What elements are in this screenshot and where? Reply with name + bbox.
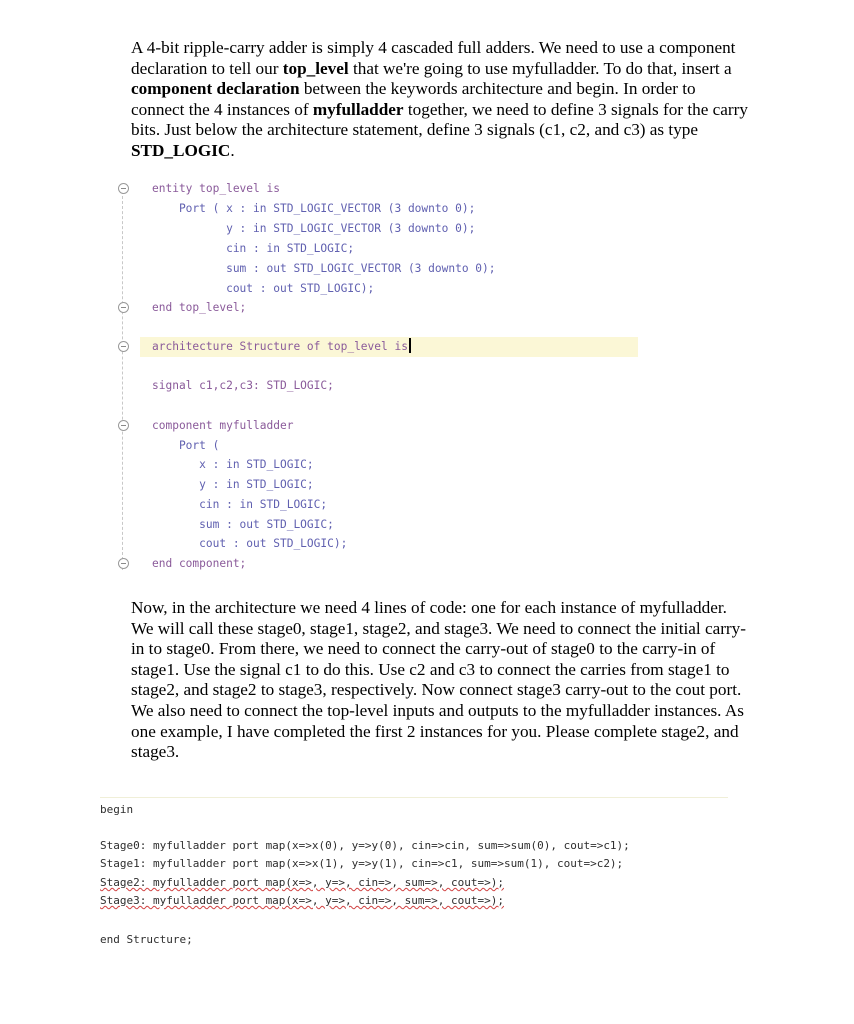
code-line-stage0: Stage0: myfulladder port map(x=>x(0), y=>y(0), cin=>cin, sum=>sum(0), cout=>c1); xyxy=(100,839,630,852)
instructions-paragraph: Now, in the architecture we need 4 lines of code: one for each instance of myfulladder. We will call these stage0, stage1, stage2, and stage3. We need to connect the initial carry-in to stage0. From there, we need to connect the carry-out of stage0 to the carry-in of stage1. Use the signal c1 to do this. Use c2 and c3 to connect the carries from stage1 to stage2, and stage2 to stage3, respectively. Now connect stage3 carry-out to the cout port. We also need to connect the top-level inputs and outputs to the myfulladder instances. As one example, I have completed the first 2 instances for you. Please complete stage2, and stage3. xyxy=(131,598,746,762)
code-line-stage2: Stage2: myfulladder port map(x=>, y=>, cin=>, sum=>, cout=>); xyxy=(100,876,504,889)
code-line-port-cout: cout : out STD_LOGIC); xyxy=(152,282,375,295)
intro-text-1: A 4-bit ripple-carry adder is simply 4 cascaded full adders. We need to use a component declaration to tell our xyxy=(131,38,736,78)
code-line-entity: entity top_level is xyxy=(152,182,280,195)
code-line-comp-cin: cin : in STD_LOGIC; xyxy=(152,498,328,511)
code-line-comp-y: y : in STD_LOGIC; xyxy=(152,478,314,491)
intro-bold-top-level: top_level xyxy=(282,58,349,78)
intro-paragraph xyxy=(131,38,751,162)
code-line-signal: signal c1,c2,c3: STD_LOGIC; xyxy=(152,379,334,392)
code-line-port-sum: sum : out STD_LOGIC_VECTOR (3 downto 0); xyxy=(152,262,496,275)
code-line-comp-x: x : in STD_LOGIC; xyxy=(152,458,314,471)
intro-text-2: that we're going to use myfulladder. To do that, insert a xyxy=(348,58,732,78)
code-line-comp-sum: sum : out STD_LOGIC; xyxy=(152,518,334,531)
fold-gutter xyxy=(122,186,123,570)
code-line-port-cin: cin : in STD_LOGIC; xyxy=(152,242,355,255)
code-line-architecture[interactable] xyxy=(152,337,411,357)
code-line-port-y: y : in STD_LOGIC_VECTOR (3 downto 0); xyxy=(152,222,476,235)
fold-collapse-icon[interactable] xyxy=(118,341,129,352)
code-line-stage1: Stage1: myfulladder port map(x=>x(1), y=>y(1), cin=>c1, sum=>sum(1), cout=>c2); xyxy=(100,857,624,870)
code-line-port-x: Port ( x : in STD_LOGIC_VECTOR (3 downto 0); xyxy=(152,202,476,215)
intro-text-5: . xyxy=(230,140,235,160)
fold-collapse-icon[interactable] xyxy=(118,183,129,194)
code-line-end-structure: end Structure; xyxy=(100,933,193,946)
fold-collapse-icon[interactable] xyxy=(118,558,129,569)
code-line-comp-cout: cout : out STD_LOGIC); xyxy=(152,537,348,550)
fold-collapse-icon[interactable] xyxy=(118,420,129,431)
intro-text-3: between the keywords architecture and begin. In order to connect the 4 instances of xyxy=(131,79,696,119)
entity-code-block xyxy=(118,178,658,578)
text-caret xyxy=(409,338,411,353)
intro-bold-myfulladder: myfulladder xyxy=(312,99,404,119)
intro-bold-std-logic: STD_LOGIC xyxy=(131,140,231,160)
fold-collapse-icon[interactable] xyxy=(118,302,129,313)
separator-line xyxy=(100,797,728,798)
code-line-port-open: Port ( xyxy=(152,439,220,452)
code-line-component: component myfulladder xyxy=(152,419,294,432)
intro-bold-component-declaration: component declaration xyxy=(131,79,300,99)
code-line-end-component: end component; xyxy=(152,557,247,570)
architecture-body-code-block xyxy=(100,800,740,960)
code-line-begin: begin xyxy=(100,803,134,816)
architecture-text: architecture Structure of top_level is xyxy=(152,340,408,353)
code-line-end-entity: end top_level; xyxy=(152,301,247,314)
code-line-stage3: Stage3: myfulladder port map(x=>, y=>, cin=>, sum=>, cout=>); xyxy=(100,894,504,907)
intro-text-4: together, we need to define 3 signals for the carry bits. Just below the architecture statement, define 3 signals (c1, c2, and c3) as type xyxy=(131,99,748,140)
